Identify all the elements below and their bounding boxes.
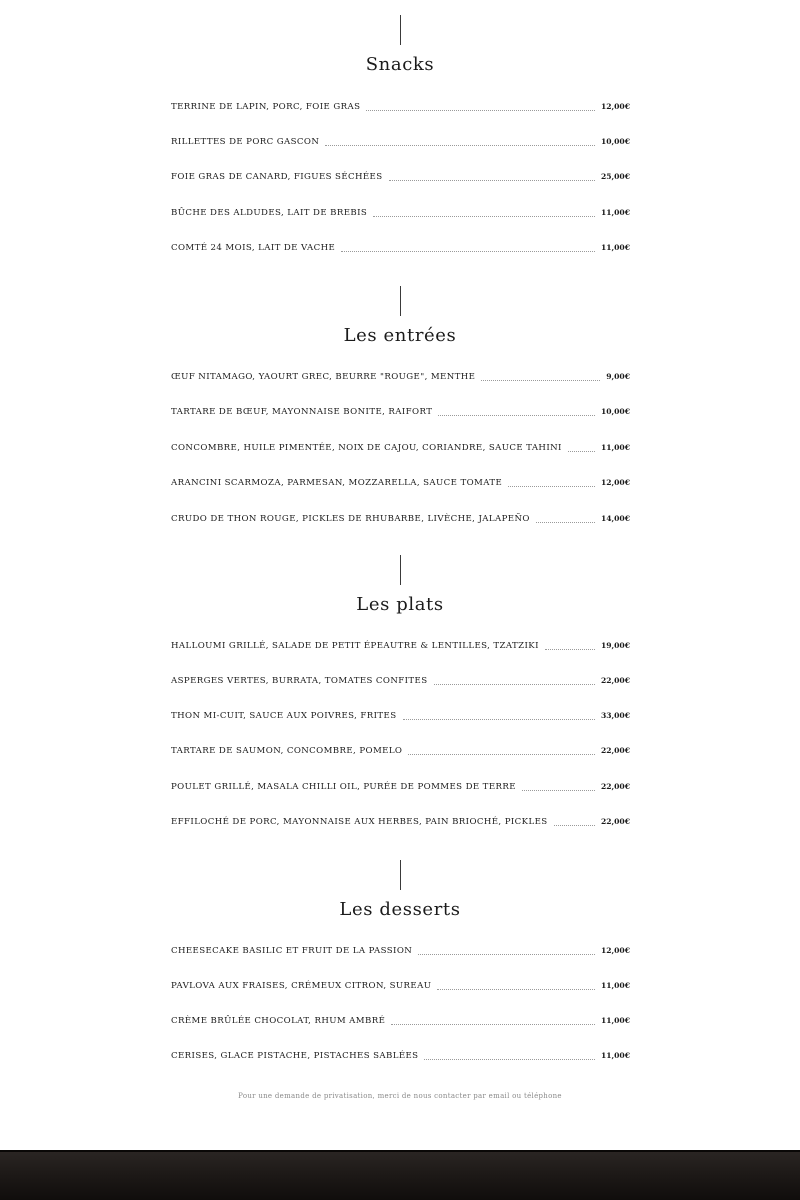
menu-item-price: 11,00€ <box>600 1016 630 1025</box>
dot-leader <box>373 215 595 217</box>
section-title: Les plats <box>356 594 444 615</box>
menu-item-name: TARTARE DE SAUMON, CONCOMBRE, POMELO <box>171 746 403 756</box>
dot-leader <box>403 718 595 720</box>
menu-item-price: 12,00€ <box>600 102 630 111</box>
menu-item-price: 10,00€ <box>600 137 630 146</box>
menu-item <box>171 673 630 687</box>
bottom-bar <box>0 1150 800 1200</box>
dot-leader <box>554 824 595 826</box>
menu-item-price: 19,00€ <box>600 641 630 650</box>
menu-item-name: CHEESECAKE BASILIC ET FRUIT DE LA PASSION <box>171 946 413 956</box>
menu-item <box>171 743 630 757</box>
privatisation-note: Pour une demande de privatisation, merci de nous contacter par email ou téléphone <box>238 1092 562 1100</box>
menu-item-price: 22,00€ <box>600 782 630 791</box>
menu-item-name: TERRINE DE LAPIN, PORC, FOIE GRAS <box>171 102 361 112</box>
section-title: Les entrées <box>343 325 457 346</box>
menu-item-name: CONCOMBRE, HUILE PIMENTÉE, NOIX DE CAJOU, CORIANDRE, SAUCE TAHINI <box>171 443 562 453</box>
dot-leader <box>366 109 595 111</box>
dot-leader <box>341 250 595 252</box>
menu-item <box>171 475 630 489</box>
section-title: Snacks <box>365 54 435 75</box>
menu-item-name: ASPERGES VERTES, BURRATA, TOMATES CONFITES <box>171 676 428 686</box>
section-divider <box>400 286 401 316</box>
menu-item <box>171 169 630 183</box>
dot-leader <box>508 485 595 487</box>
menu-item-name: ARANCINI SCARMOZA, PARMESAN, MOZZARELLA, SAUCE TOMATE <box>171 478 503 488</box>
menu-item <box>171 440 630 454</box>
menu-item-price: 25,00€ <box>600 172 630 181</box>
menu-item <box>171 1048 630 1062</box>
menu-item <box>171 369 630 383</box>
dot-leader <box>408 753 595 755</box>
section-divider <box>400 555 401 585</box>
menu-item-price: 11,00€ <box>600 981 630 990</box>
menu-item-price: 10,00€ <box>600 407 630 416</box>
menu-item <box>171 511 630 525</box>
dot-leader <box>389 179 595 181</box>
menu-item-price: 11,00€ <box>600 243 630 252</box>
dot-leader <box>391 1023 595 1025</box>
menu-item-name: ŒUF NITAMAGO, YAOURT GREC, BEURRE "ROUGE", MENTHE <box>171 372 476 382</box>
menu-item <box>171 814 630 828</box>
dot-leader <box>522 789 595 791</box>
menu-item <box>171 943 630 957</box>
menu-item-name: TARTARE DE BŒUF, MAYONNAISE BONITE, RAIFORT <box>171 407 433 417</box>
menu-item <box>171 205 630 219</box>
menu-item-name: PAVLOVA AUX FRAISES, CRÉMEUX CITRON, SUREAU <box>171 981 432 991</box>
menu-item-price: 14,00€ <box>600 514 630 523</box>
menu-item-name: THON MI-CUIT, SAUCE AUX POIVRES, FRITES <box>171 711 397 721</box>
section-title: Les desserts <box>339 899 461 920</box>
menu-item-price: 11,00€ <box>600 208 630 217</box>
menu-item-name: BÛCHE DES ALDUDES, LAIT DE BREBIS <box>171 208 368 218</box>
dot-leader <box>536 521 595 523</box>
menu-item-name: RILLETTES DE PORC GASCON <box>171 137 320 147</box>
menu-item-price: 9,00€ <box>606 372 630 381</box>
menu-item-price: 22,00€ <box>600 676 630 685</box>
menu-item-price: 12,00€ <box>600 478 630 487</box>
menu-item <box>171 638 630 652</box>
menu-item <box>171 404 630 418</box>
menu-item-price: 22,00€ <box>600 817 630 826</box>
menu-item-name: HALLOUMI GRILLÉ, SALADE DE PETIT ÉPEAUTRE & LENTILLES, TZATZIKI <box>171 641 539 651</box>
menu-item <box>171 978 630 992</box>
dot-leader <box>438 414 595 416</box>
dot-leader <box>418 953 595 955</box>
section-divider <box>400 860 401 890</box>
dot-leader <box>325 144 595 146</box>
dot-leader <box>437 988 595 990</box>
menu-item-price: 33,00€ <box>600 711 630 720</box>
dot-leader <box>568 450 595 452</box>
menu-item <box>171 134 630 148</box>
menu-item <box>171 779 630 793</box>
menu-item-price: 12,00€ <box>600 946 630 955</box>
menu-item-name: POULET GRILLÉ, MASALA CHILLI OIL, PURÉE DE POMMES DE TERRE <box>171 782 516 792</box>
menu-item-name: CERISES, GLACE PISTACHE, PISTACHES SABLÉES <box>171 1051 419 1061</box>
dot-leader <box>545 648 595 650</box>
menu-item-price: 11,00€ <box>600 1051 630 1060</box>
menu-item <box>171 99 630 113</box>
menu-item-price: 11,00€ <box>600 443 630 452</box>
menu-item <box>171 708 630 722</box>
menu-item-name: EFFILOCHÉ DE PORC, MAYONNAISE AUX HERBES, PAIN BRIOCHÉ, PICKLES <box>171 817 548 827</box>
menu-item-name: CRÈME BRÛLÉE CHOCOLAT, RHUM AMBRÉ <box>171 1016 386 1026</box>
menu-item-name: FOIE GRAS DE CANARD, FIGUES SÉCHÉES <box>171 172 383 182</box>
menu-item-price: 22,00€ <box>600 746 630 755</box>
dot-leader <box>424 1058 594 1060</box>
menu-item <box>171 1013 630 1027</box>
menu-item-name: COMTÉ 24 MOIS, LAIT DE VACHE <box>171 243 336 253</box>
section-divider <box>400 15 401 45</box>
dot-leader <box>434 683 595 685</box>
dot-leader <box>481 379 600 381</box>
menu-item <box>171 240 630 254</box>
menu-item-name: CRUDO DE THON ROUGE, PICKLES DE RHUBARBE, LIVÈCHE, JALAPEÑO <box>171 514 530 524</box>
